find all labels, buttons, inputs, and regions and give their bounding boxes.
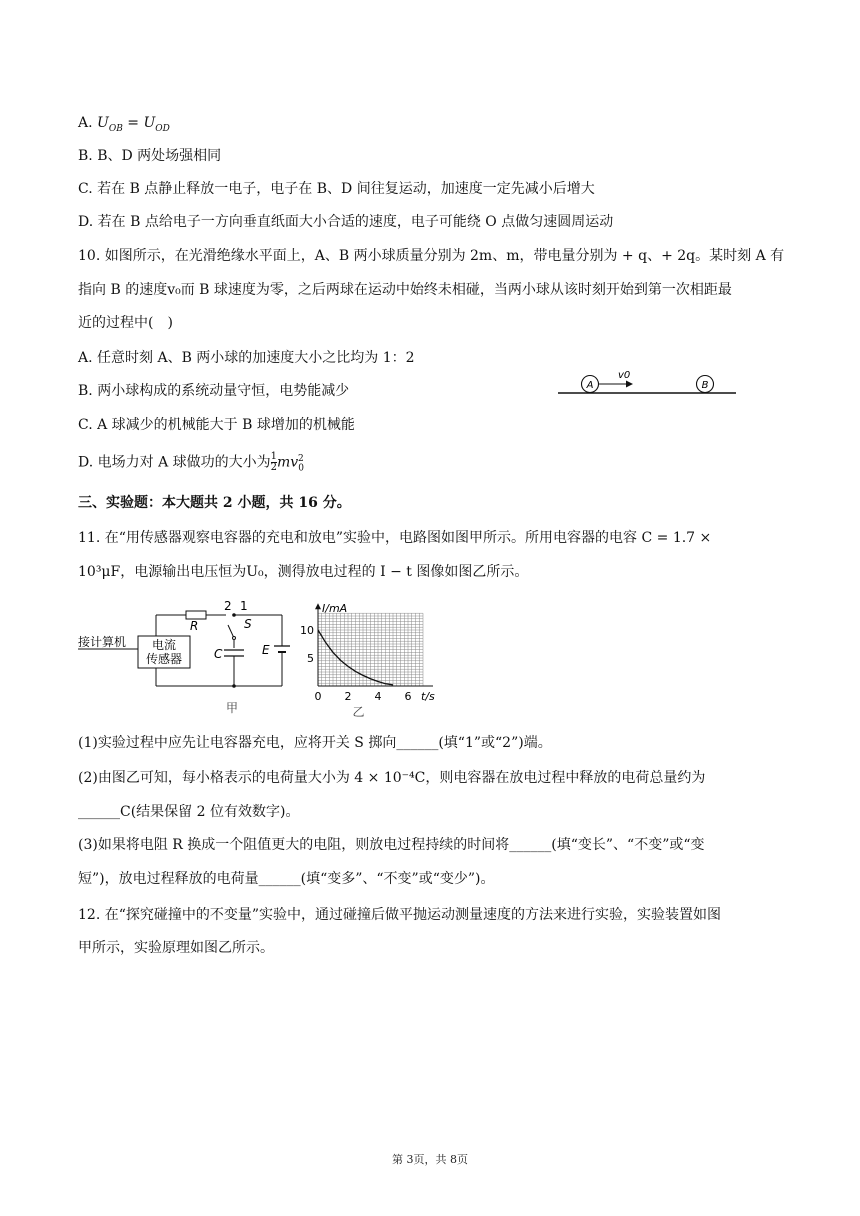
ball-b-label: B (701, 380, 709, 391)
page-footer: 第 3页，共 8页 (392, 1153, 468, 1166)
capacitor-label: C (214, 647, 223, 661)
q12-stem-line2: 甲所示，实验原理如图乙所示。 (78, 940, 274, 956)
section-heading: 三、实验题：本大题共 2 小题，共 16 分。 (78, 495, 351, 511)
y-axis-label: I/mA (322, 602, 348, 616)
svg-text:电流: 电流 (151, 638, 177, 652)
q9-option-d: D. 若在 B 点给电子一方向垂直纸面大小合适的速度，电子可能绕 O 点做匀速圆周运动 (78, 214, 614, 230)
x-axis-label: t/s (421, 690, 435, 703)
svg-text:2: 2 (224, 599, 232, 613)
x-tick-label: 0 (314, 690, 322, 703)
caption-jia: 甲 (226, 701, 239, 715)
q10-option-d: D. 电场力对 A 球做功的大小为 $\frac{1}{2}$ $mv_0^2$ (78, 451, 304, 474)
q12-stem-line1: 12. 在“探究碰撞中的不变量”实验中，通过碰撞后做平抛运动测量速度的方法来进行实验，实验装置如图 (78, 907, 722, 923)
q11-part2-line2: ______C(结果保留 2 位有效数字)。 (78, 804, 300, 820)
resistor-label: R (190, 619, 199, 633)
x-tick-label: 2 (344, 690, 352, 703)
q9-option-a: A. $U_{OB} = U_{OD}$ (78, 115, 170, 134)
arrow-head-icon (626, 381, 633, 388)
q10-stem-line1: 10. 如图所示，在光滑绝缘水平面上，A、B 两小球质量分别为 2m、m，带电量分别为 + q、+ 2q。某时刻 A 有 (78, 248, 785, 264)
x-tick-label: 4 (374, 690, 382, 703)
q10-stem-line2: 指向 B 的速度v₀而 B 球速度为零，之后两球在运动中始终未相碰，当两小球从该时刻开始到第一次相距最 (78, 282, 732, 298)
q11-part3-line1: (3)如果将电阻 R 换成一个阻值更大的电阻，则放电过程持续的时间将______(填“变长”、“不变”或“变 (78, 837, 705, 853)
q10-option-b: B. 两小球构成的系统动量守恒，电势能减少 (78, 383, 350, 399)
q10-option-c: C. A 球减少的机械能大于 B 球增加的机械能 (78, 417, 355, 433)
q11-part3-line2: 短”)，放电过程释放的电荷量______(填“变多”、“不变”或“变少”)。 (78, 871, 495, 887)
q11-part1: (1)实验过程中应先让电容器充电，应将开关 S 掷向______(填“1”或“2”)端。 (78, 735, 552, 751)
q9-option-b: B. B、D 两处场强相同 (78, 148, 222, 164)
svg-text:1: 1 (240, 599, 248, 613)
q11-part2-line1: (2)由图乙可知，每小格表示的电荷量大小为 4 × 10⁻⁴C，则电容器在放电过程中释放的电荷总量约为 (78, 770, 706, 786)
velocity-label: v0 (618, 370, 631, 381)
circuit-diagram (76, 598, 298, 718)
q10-stem-line3: 近的过程中( ) (78, 315, 173, 331)
emf-label: E (262, 643, 270, 657)
switch-s (228, 625, 234, 638)
q10-figure (556, 368, 740, 400)
q11-stem-line1: 11. 在“用传感器观察电容器的充电和放电”实验中，电路图如图甲所示。所用电容器的电容 C = 1.7 × (78, 530, 712, 546)
to-computer-label: 接计算机 (78, 635, 127, 649)
q9-option-c: C. 若在 B 点静止释放一电子，电子在 B、D 间往复运动，加速度一定先减小后增大 (78, 181, 595, 197)
y-tick-label: 5 (307, 652, 314, 665)
svg-text:S: S (244, 617, 252, 631)
caption-yi: 乙 (352, 705, 365, 718)
ball-a-label: A (586, 380, 594, 391)
current-time-graph (298, 586, 450, 718)
q11-stem-line2: 10³μF，电源输出电压恒为U₀，测得放电过程的 I − t 图像如图乙所示。 (78, 564, 529, 580)
y-arrow-icon (315, 603, 321, 609)
svg-text:传感器: 传感器 (145, 652, 183, 666)
y-tick-label: 10 (300, 624, 314, 637)
x-tick-label: 6 (404, 690, 412, 703)
resistor-r (186, 611, 206, 619)
q10-option-a: A. 任意时刻 A、B 两小球的加速度大小之比均为 1：2 (78, 350, 415, 366)
